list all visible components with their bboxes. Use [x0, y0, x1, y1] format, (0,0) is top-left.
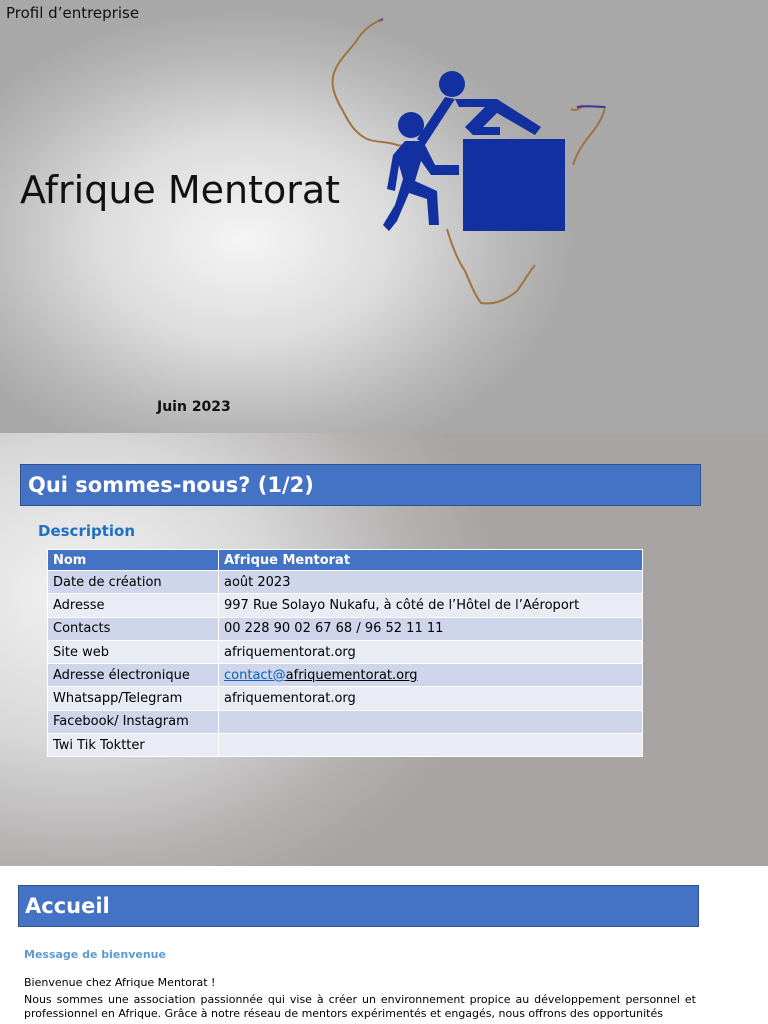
email-cell: [219, 664, 643, 687]
email-link-part[interactable]: contact@: [224, 667, 286, 683]
row-label: Date de création: [48, 571, 219, 594]
table-row: [48, 594, 643, 617]
home-slide: [0, 866, 768, 1024]
home-banner: Accueil: [18, 885, 699, 927]
table-row: [48, 617, 643, 640]
table-row: [48, 687, 643, 710]
row-value: août 2023: [219, 571, 643, 594]
slide-header: Profil d’entreprise: [6, 4, 140, 22]
title-slide: [0, 0, 768, 433]
slide-date: Juin 2023: [157, 399, 231, 415]
row-value: afriquementorat.org: [219, 687, 643, 710]
header-cell: Afrique Mentorat: [219, 550, 643, 571]
mentorship-logo: [325, 15, 615, 310]
mentee-head: [398, 112, 424, 138]
row-label: Contacts: [48, 617, 219, 640]
row-label: Facebook/ Instagram: [48, 710, 219, 733]
company-title: Afrique Mentorat: [20, 168, 341, 212]
row-label: Adresse électronique: [48, 664, 219, 687]
row-value: [219, 734, 643, 757]
email-link-domain[interactable]: afriquementorat.org: [285, 667, 418, 683]
row-label: Adresse: [48, 594, 219, 617]
row-label: Twi Tik Toktter: [48, 734, 219, 757]
table-row: [48, 710, 643, 733]
mentee-body: [383, 141, 459, 231]
table-row: [48, 734, 643, 757]
about-slide: [0, 433, 768, 866]
table-header-row: [48, 550, 643, 571]
box-shape: [463, 139, 565, 231]
mentor-body: [455, 99, 541, 135]
row-label: Site web: [48, 640, 219, 663]
row-value: [219, 710, 643, 733]
header-cell: Nom: [48, 550, 219, 571]
about-banner: Qui sommes-nous? (1/2): [20, 464, 701, 506]
row-value: afriquementorat.org: [219, 640, 643, 663]
row-value: 00 228 90 02 67 68 / 96 52 11 11: [219, 617, 643, 640]
mentor-head: [439, 71, 465, 97]
table-row: [48, 640, 643, 663]
table-row: [48, 571, 643, 594]
welcome-line: Bienvenue chez Afrique Mentorat !: [24, 976, 216, 989]
row-value: 997 Rue Solayo Nukafu, à côté de l’Hôtel de l’Aéroport: [219, 594, 643, 617]
company-info-table: [47, 549, 643, 757]
welcome-heading: Message de bienvenue: [24, 948, 166, 961]
description-heading: Description: [38, 522, 136, 540]
welcome-paragraph: Nous sommes une association passionnée qui vise à créer un environnement propice au développement personnel et professionnel en Afrique. Grâce à notre réseau de mentors expérimentés et engagés, nous offrons des opportunités: [24, 993, 696, 1020]
row-label: Whatsapp/Telegram: [48, 687, 219, 710]
table-row: [48, 664, 643, 687]
